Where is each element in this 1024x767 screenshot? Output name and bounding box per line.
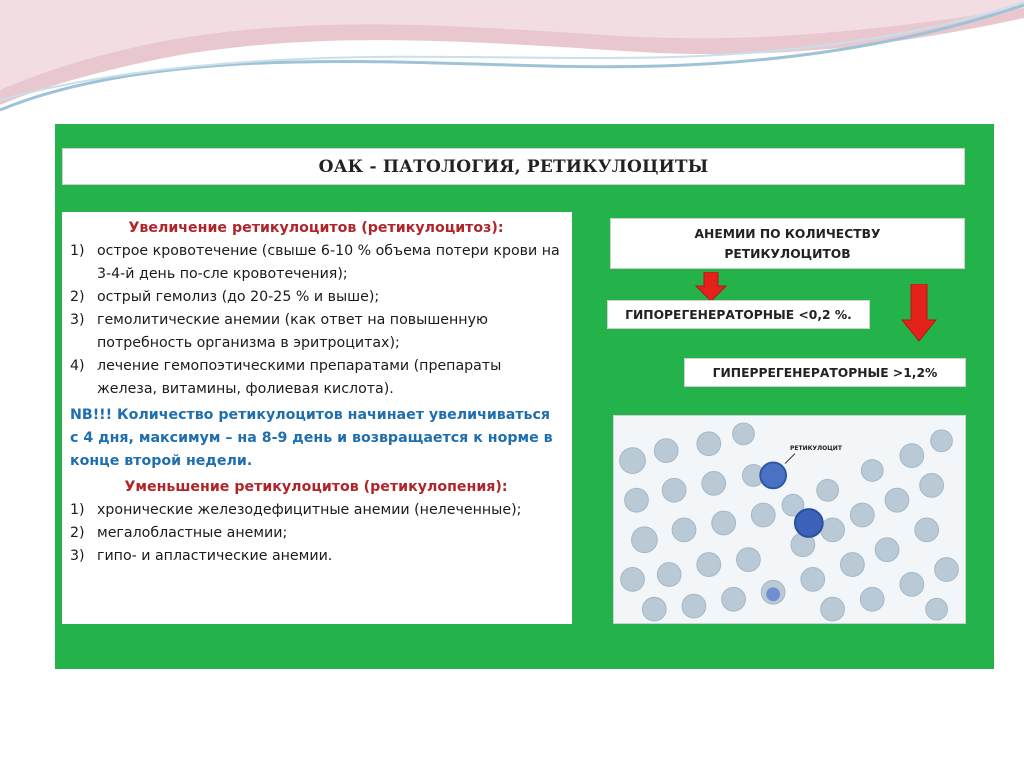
increase-list [70, 240, 562, 401]
list-item: 1) хронические железодефицитные анемии (нелеченные); [70, 502, 522, 518]
anemia-box-line2: РЕТИКУЛОЦИТОВ [724, 246, 851, 261]
hyporegenerative-box: ГИПОРЕГЕНЕРАТОРНЫЕ <0,2 %. [607, 300, 870, 329]
list-item: 2) острый гемолиз (до 20-25 % и выше); [70, 289, 380, 305]
nb-note: NB!!! Количество ретикулоцитов начинает увеличиваться с 4 дня, максимум – на 8-9 день и возвращается к норме в конце второй недели. [70, 407, 553, 469]
decorative-waves [0, 0, 1024, 115]
hyperregenerative-box: ГИПЕРРЕГЕНЕРАТОРНЫЕ >1,2% [684, 358, 966, 387]
list-item: 3) гемолитические анемии (как ответ на повышенную потребность организма в эритроцитах); [70, 312, 488, 351]
anemia-box-line1: АНЕМИИ ПО КОЛИЧЕСТВУ [694, 226, 881, 241]
page-title: ОАК - ПАТОЛОГИЯ, РЕТИКУЛОЦИТЫ [318, 156, 709, 177]
increase-heading: Увеличение ретикулоцитов (ретикулоцитоз): [128, 220, 504, 236]
list-item: 1) острое кровотечение (свыше 6-10 % объема потери крови на 3-4-й день по-сле кровотечения); [70, 243, 560, 282]
decrease-list [70, 499, 562, 568]
reticulocyte-label: РЕТИКУЛОЦИТ [790, 445, 842, 452]
arrow-down-icon [695, 272, 727, 302]
decrease-heading: Уменьшение ретикулоцитов (ретикулопения): [124, 479, 508, 495]
title-box [62, 148, 965, 185]
list-item: 2) мегалобластные анемии; [70, 525, 288, 541]
reticulocyte-text-box [62, 212, 572, 624]
list-item: 3) гипо- и апластические анемии. [70, 548, 333, 564]
arrow-down-icon [901, 284, 937, 342]
anemia-classification-box [610, 218, 965, 269]
list-item: 4) лечение гемопоэтическими препаратами (препараты железа, витамины, фолиевая кислота). [70, 358, 502, 397]
